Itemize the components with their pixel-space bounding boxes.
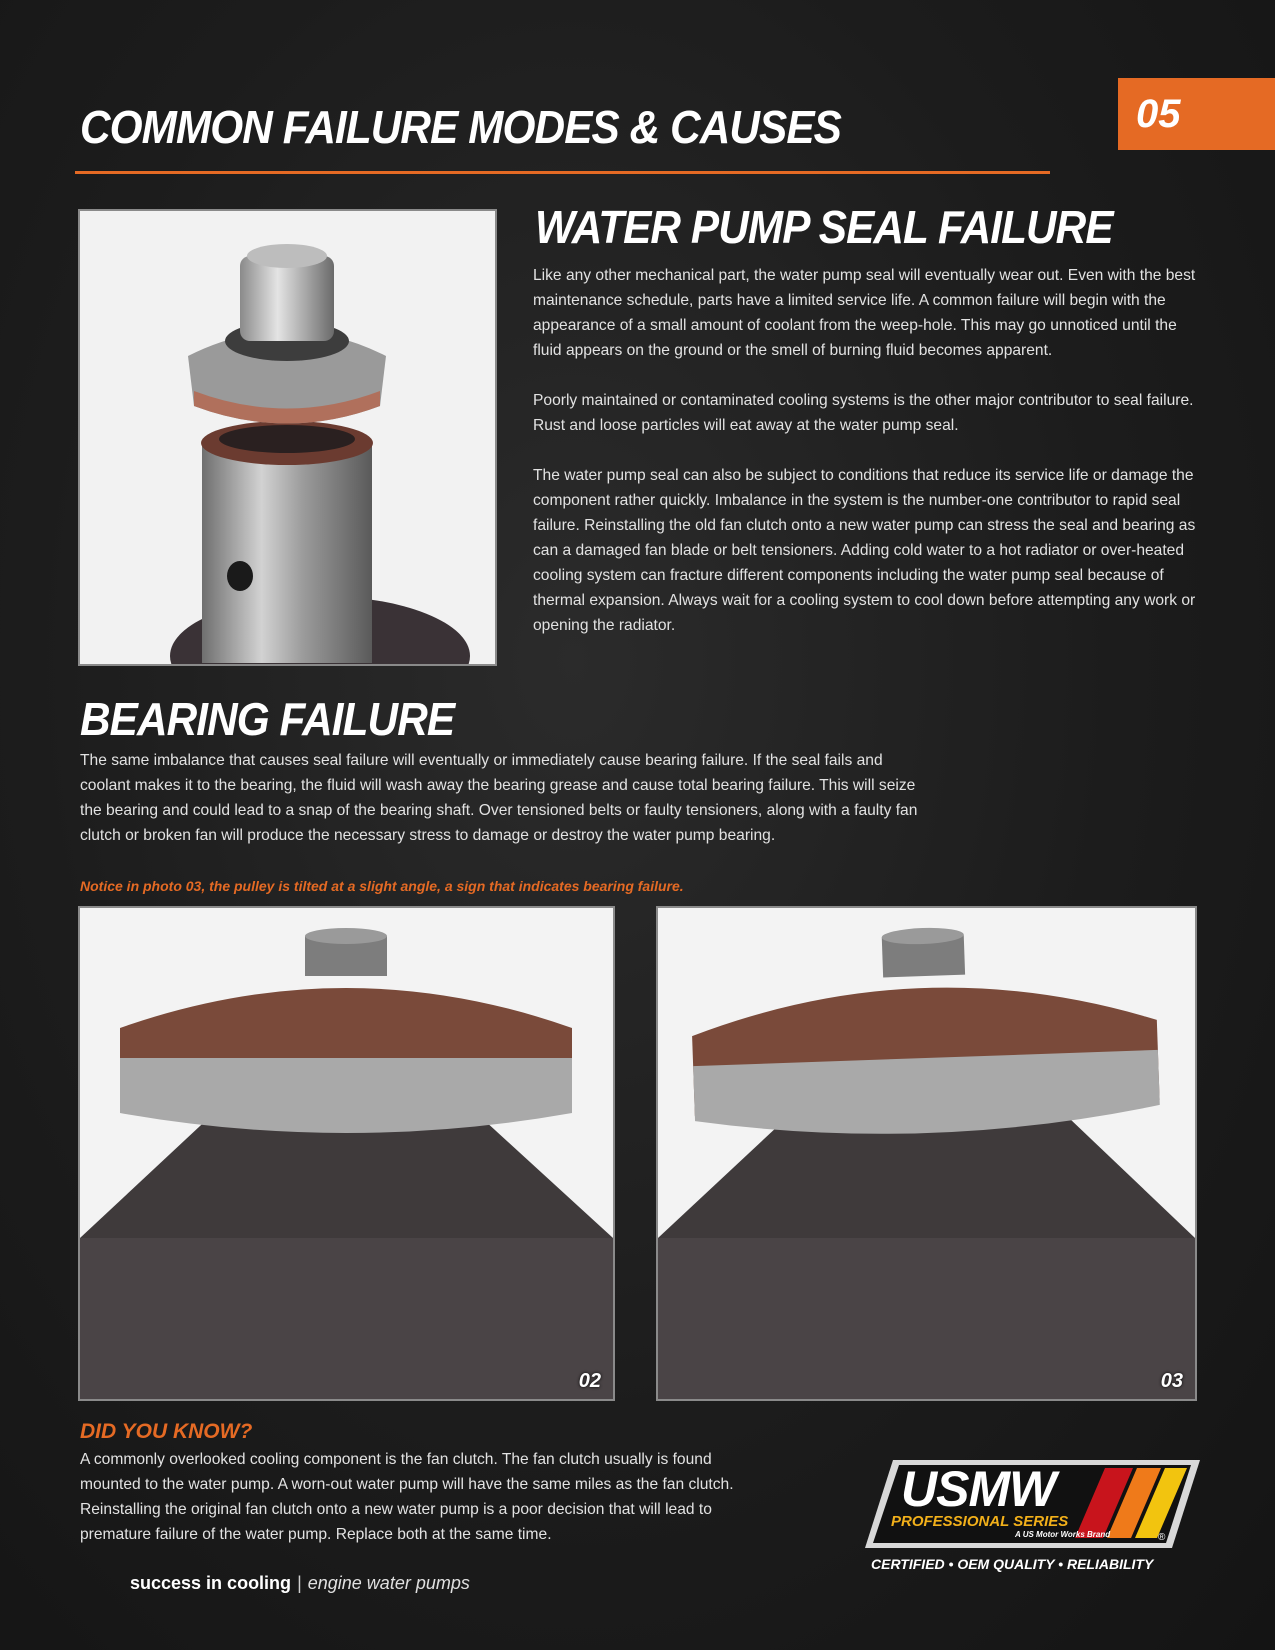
logo-registered: ® [1158,1532,1166,1543]
pulley-illustration-tilted [658,908,1195,1399]
did-you-know-body: A commonly overlooked cooling component is the fan clutch. The fan clutch usually is found mounted to the water pump. A worn-out water pump will have the same miles as the fan clutch. Reinstalling the original fan clutch onto a new water pump is a poor decision that will lead to premature failure of the water pump. Replace both at the same time. [80,1451,734,1543]
pump-photo-03 [656,906,1197,1401]
bearing-failure-title: BEARING FAILURE [80,693,455,745]
photo-notice: Notice in photo 03, the pulley is tilted at a slight angle, a sign that indicates bearing failure. [80,878,684,894]
logo-subbrand: A US Motor Works Brand [1015,1530,1111,1539]
logo-brand: USMW [901,1461,1056,1517]
seal-failure-title: WATER PUMP SEAL FAILURE [535,201,1113,253]
seal-failure-photo [78,209,497,666]
usmw-logo [865,1458,1200,1573]
logo-tagline: CERTIFIED • OEM QUALITY • RELIABILITY [871,1556,1154,1572]
seal-paragraph-2: Poorly maintained or contaminated cooling systems is the other major contributor to seal failure. Rust and loose particles will eat away at the water pump seal. [533,392,1194,434]
header-divider [75,171,1050,174]
footer-category: engine water pumps [307,1573,470,1593]
page-number-badge: 05 [1118,78,1275,150]
footer-separator: | [297,1573,302,1593]
seal-failure-body [533,263,1198,638]
logo-series: PROFESSIONAL SERIES [891,1513,1069,1530]
page-title: COMMON FAILURE MODES & CAUSES [80,101,841,153]
bearing-failure-body: The same imbalance that causes seal failure will eventually or immediately cause bearing failure. If the seal fails and coolant makes it to the bearing, the fluid will wash away the bearing grease and cause total bearing failure. This will seize the bearing and could lead to a snap of the bearing shaft. Over tensioned belts or faulty tensioners, along with a faulty fan clutch or broken fan will produce the necessary stress to damage or destroy the water pump bearing. [80,752,918,844]
seal-paragraph-3: The water pump seal can also be subject to conditions that reduce its service life or damage the component rather quickly. Imbalance in the system is the number-one contributor to rapid seal failure. Reinstalling the old fan clutch onto a new water pump can stress the seal and bearing as can a damaged fan blade or belt tensioners. Adding cold water to a hot radiator or over-heated cooling system can fracture different components including the water pump seal because of thermal expansion. Always wait for a cooling system to cool down before attempting any work or opening the radiator. [533,467,1196,634]
pulley-illustration-straight [80,908,613,1399]
photo-label-03: 03 [1160,1370,1183,1392]
seal-paragraph-1: Like any other mechanical part, the water pump seal will eventually wear out. Even with the best maintenance schedule, parts have a limited service life. A common failure will begin with the appearance of a small amount of coolant from the weep-hole. This may go unnoticed until the fluid appears on the ground or the smell of burning fluid becomes apparent. [533,267,1196,359]
pump-photo-02 [78,906,615,1401]
footer [130,1573,470,1594]
photo-label-02: 02 [578,1370,601,1392]
footer-tagline: success in cooling [130,1573,292,1593]
did-you-know-title: DID YOU KNOW? [80,1420,253,1443]
water-pump-seal-illustration [80,211,495,664]
